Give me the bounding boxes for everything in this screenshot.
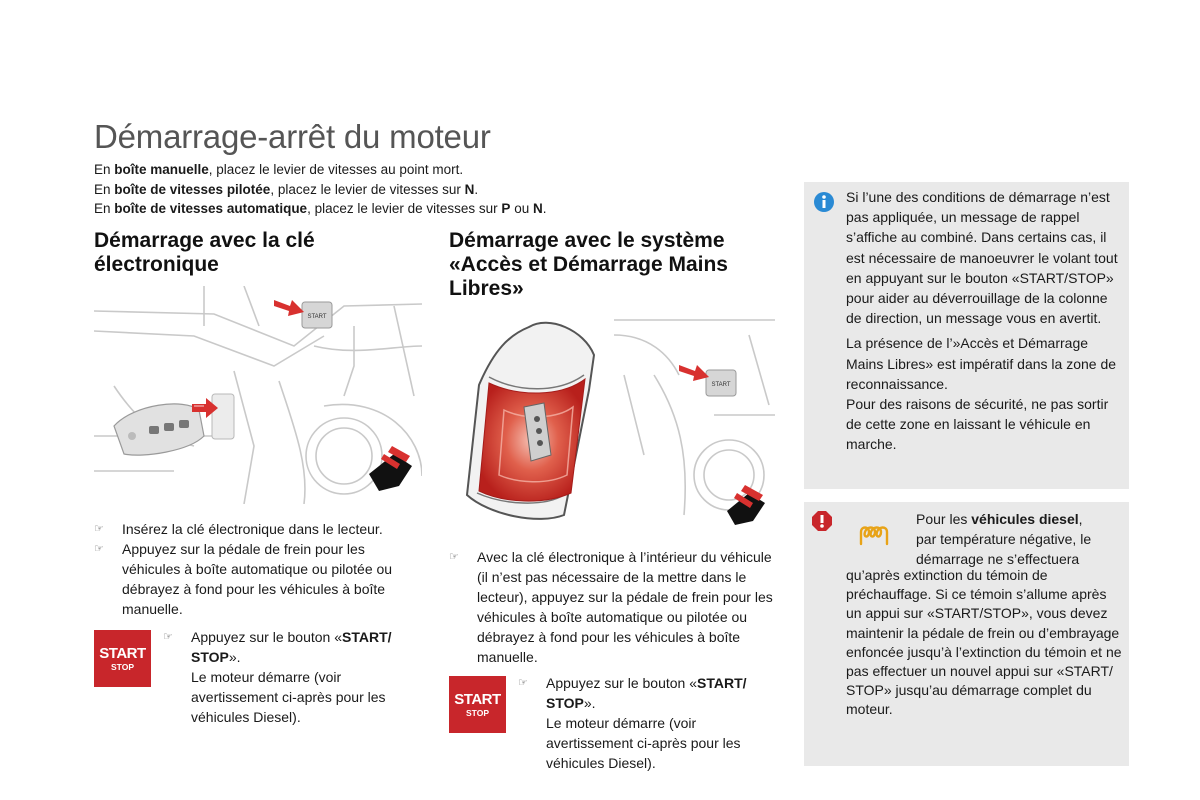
dashboard-drawing bbox=[94, 286, 422, 504]
info-paragraph-1: Si l’une des conditions de démarrage n’est pas appliquée, un message de rappel s’affiche au combiné. Dans certains cas, il est nécessaire de manoeuvrer le volant tout en appuyant sur le bouton «START/STOP» pour aider au déverrouillage de la colonne de direction, un message vous en avertit. bbox=[846, 189, 1118, 327]
start-button-small bbox=[302, 302, 332, 328]
brake-pedal-icon bbox=[369, 446, 412, 491]
info-paragraph-3: Pour des raisons de sécurité, ne pas sortir de cette zone en laissant le véhicule en marche. bbox=[846, 396, 1109, 453]
start-stop-button-icon: START STOP bbox=[449, 676, 506, 733]
press-arrow-icon bbox=[274, 300, 304, 316]
press-arrow-icon bbox=[679, 365, 709, 381]
intro-block bbox=[94, 160, 694, 219]
page-title: Démarrage-arrêt du moteur bbox=[94, 118, 491, 155]
middle-start-step bbox=[518, 673, 780, 773]
hands-free-illustration bbox=[449, 315, 775, 530]
svg-text:START: START bbox=[307, 314, 327, 320]
middle-heading-line2: «Accès et Démarrage Mains bbox=[449, 253, 728, 276]
svg-text:START: START bbox=[711, 382, 731, 388]
warning-intro bbox=[916, 509, 1126, 570]
info-text bbox=[846, 187, 1126, 455]
middle-heading-line3: Libres» bbox=[449, 277, 524, 300]
info-paragraph-2: La présence de l’»Accès et Démarrage Mains Libres» est impératif dans la zone de reconnaissance. bbox=[846, 335, 1117, 392]
list-item: ☞ Insérez la clé électronique dans le lecteur. bbox=[94, 521, 383, 537]
list-item: ☞ Appuyez sur la pédale de frein pour les véhicules à boîte automatique ou pilotée ou débrayez à fond pour les véhicules à boîte manuelle. bbox=[94, 541, 393, 617]
glow-plug-icon bbox=[858, 524, 892, 548]
bullet-marker: ☞ bbox=[449, 551, 459, 563]
warning-line-1: Pour les véhicules diesel, bbox=[916, 511, 1083, 527]
list-item: ☞ Appuyez sur le bouton «START/ STOP». bbox=[163, 629, 392, 665]
car-top-drawing bbox=[449, 315, 775, 530]
bullet-marker: ☞ bbox=[94, 523, 104, 535]
start-stop-button-icon: START STOP bbox=[94, 630, 151, 687]
middle-steps bbox=[449, 547, 774, 667]
start-note: Le moteur démarre (voir avertissement ci-après pour les véhicules Diesel). bbox=[191, 669, 386, 725]
warning-icon bbox=[812, 511, 832, 531]
info-icon bbox=[814, 192, 834, 212]
warning-text: qu’après extinction du témoin de préchauffage. Si ce témoin s’allume après un appui sur «START/STOP», vous devez maintenir la pédale de frein ou d’embrayage enfoncée jusqu’à l’extinction du témoin et ne pas effectuer un nouvel appui sur «START/ STOP» jusqu’au démarrage complet du moteur. bbox=[846, 567, 1122, 718]
middle-heading-line1: Démarrage avec le système bbox=[449, 229, 725, 252]
key-reader-illustration bbox=[94, 286, 422, 504]
list-item: ☞ Avec la clé électronique à l’intérieur du véhicule (il n’est pas nécessaire de la mettre dans le lecteur), appuyez sur la pédale de frein pour les véhicules à boîte automatique ou pilotée ou débrayez à fond pour les véhicules à boîte manuelle. bbox=[449, 549, 773, 665]
intro-line-manual: En boîte manuelle, placez le levier de vitesses au point mort. bbox=[94, 162, 464, 177]
start-button-small bbox=[706, 370, 736, 396]
warning-line-3: démarrage ne s’effectuera bbox=[916, 551, 1080, 568]
left-heading bbox=[94, 229, 424, 277]
start-note: Le moteur démarre (voir avertissement ci-après pour les véhicules Diesel). bbox=[546, 715, 741, 771]
intro-line-automatic: En boîte de vitesses automatique, placez le levier de vitesses sur P ou N. bbox=[94, 201, 547, 216]
warning-line-2: par température négative, le bbox=[916, 531, 1092, 548]
intro-line-piloted: En boîte de vitesses pilotée, placez le levier de vitesses sur N. bbox=[94, 181, 479, 197]
left-steps bbox=[94, 519, 424, 619]
info-panel bbox=[804, 182, 1129, 489]
warning-panel bbox=[804, 502, 1129, 766]
bullet-marker: ☞ bbox=[163, 631, 173, 643]
left-start-step bbox=[163, 627, 425, 727]
dashboard-lines bbox=[614, 320, 775, 515]
key-reader-slot bbox=[212, 394, 234, 439]
middle-heading bbox=[449, 229, 789, 301]
bullet-marker: ☞ bbox=[94, 543, 104, 555]
list-item: ☞ Appuyez sur le bouton «START/ STOP». bbox=[518, 675, 747, 711]
bullet-marker: ☞ bbox=[518, 677, 528, 689]
key-fob bbox=[114, 404, 204, 455]
left-heading-line2: électronique bbox=[94, 253, 219, 276]
left-heading-line1: Démarrage avec la clé bbox=[94, 229, 315, 252]
